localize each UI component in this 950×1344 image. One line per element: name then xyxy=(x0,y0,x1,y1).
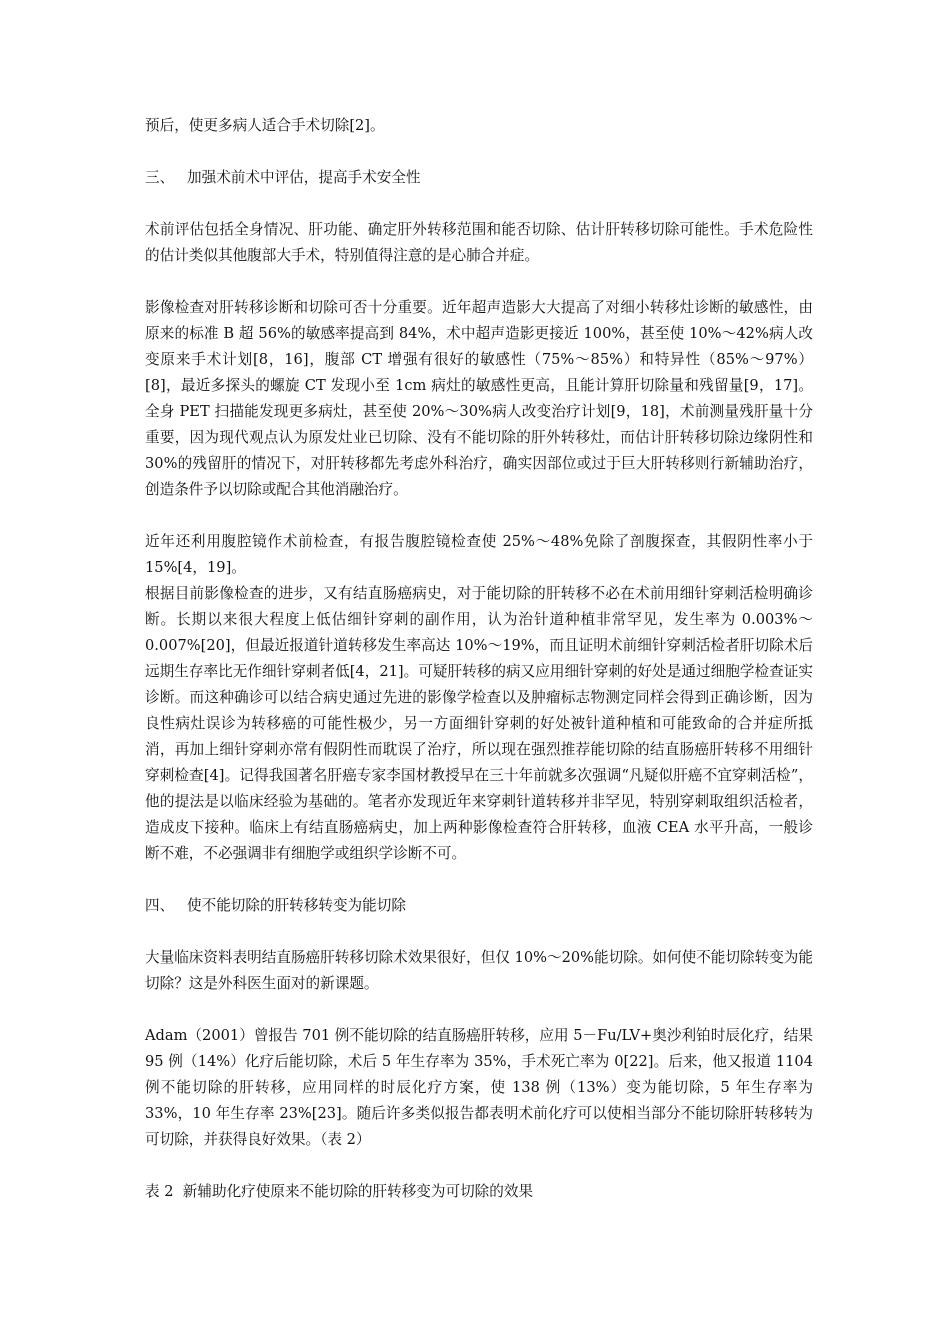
paragraph-imaging: 影像检查对肝转移诊断和切除可否十分重要。近年超声造影大大提高了对细小转移灶诊断的敏感性，由原来的标准 B 超 56%的敏感率提高到 84%，术中超声造影更接近 100%，甚至使 10%～42%病人改变原来手术计划[8，16]，腹部 CT 增强有很好的敏感性（75%～85%）和特异性（85%～97%）[8]，最近多探头的螺旋 CT 发现小至 1cm 病灶的敏感性更高，且能计算肝切除量和残留量[9，17]。全身 PET 扫描能发现更多病灶，甚至使 20%～30%病人改变治疗计划[9，18]，术前测量残肝量十分重要，因为现代观点认为原发灶业已切除、没有不能切除的肝外转移灶，而估计肝转移切除边缘阴性和 30%的残留肝的情况下，对肝转移都先考虑外科治疗，确实因部位或过于巨大肝转移则行新辅助治疗，创造条件予以切除或配合其他消融治疗。 xyxy=(145,299,818,498)
spacer xyxy=(145,503,813,529)
section-title: 使不能切除的肝转移转变为能切除 xyxy=(187,897,406,914)
document-page xyxy=(145,113,818,1205)
paragraph-needle-biopsy: 根据目前影像检查的进步，又有结直肠癌病史，对于能切除的肝转移不必在术前用细针穿刺活检明确诊断。长期以来很大程度上低估细针穿刺的副作用，认为治针道种植非常罕见，发生率为 0.003%～0.007%[20]，但最近报道针道转移发生率高达 10%～19%，而且证明术前细针穿刺活检者肝切除术后远期生存率比无作细针穿刺者低[4，21]。可疑肝转移的病又应用细针穿刺的好处是通过细胞学检查证实诊断。而这种确诊可以结合病史通过先进的影像学检查以及肿瘤标志物测定同样会得到正确诊断，因为良性病灶误诊为转移癌的可能性极少，另一方面细针穿刺的好处被针道种植和可能致命的合并症所抵消，再加上细针穿刺亦常有假阴性而耽误了治疗，所以现在强烈推荐能切除的结直肠癌肝转移不用细针穿刺检查[4]。记得我国著名肝癌专家李国材教授早在三十年前就多次强调“凡疑似肝癌不宜穿刺活检”，他的提法是以临床经验为基础的。笔者亦发现近年来穿刺针道转移并非罕见，特别穿刺取组织活检者，造成皮下接种。临床上有结直肠癌病史，加上两种影像检查符合肝转移，血液 CEA 水平升高，一般诊断不难，不必强调非有细胞学或组织学诊断不可。 xyxy=(145,585,813,862)
spacer xyxy=(145,139,813,165)
section-number: 四、 xyxy=(145,897,175,914)
spacer xyxy=(145,269,813,295)
paragraph-adam-report: Adam（2001）曾报告 701 例不能切除的结直肠癌肝转移，应用 5－Fu/LV+奥沙利铂时辰化疗，结果 95 例（14%）化疗后能切除，术后 5 年生存率为 35%，手术死亡率为 0[22]。后来，他又报道 1104 例不能切除的肝转移，应用同样的时辰化疗方案，使 138 例（13%）变为能切除，5 年生存率为 33%，10 年生存率 23%[23]。随后许多类似报告都表明术前化疗可以使相当部分不能切除肝转移转为可切除，并获得良好效果。（表 2） xyxy=(145,1027,818,1148)
spacer xyxy=(145,191,813,217)
spacer xyxy=(145,1153,813,1179)
table-caption: 表 2 新辅助化疗使原来不能切除的肝转移变为可切除的效果 xyxy=(145,1183,534,1200)
paragraph-preop-assessment: 术前评估包括全身情况、肝功能、确定肝外转移范围和能否切除、估计肝转移切除可能性。手术危险性的估计类似其他腹部大手术，特别值得注意的是心肺合并症。 xyxy=(145,221,813,264)
spacer xyxy=(145,919,813,945)
spacer xyxy=(145,867,813,893)
paragraph-prognosis: 预后，使更多病人适合手术切除[2]。 xyxy=(145,117,385,134)
paragraph-clinical-data: 大量临床资料表明结直肠癌肝转移切除术效果很好，但仅 10%～20%能切除。如何使不能切除转变为能切除？这是外科医生面对的新课题。 xyxy=(145,949,813,992)
paragraph-laparoscopy: 近年还利用腹腔镜作术前检查，有报告腹腔镜检查使 25%～48%免除了剖腹探查，其假阴性率小于 15%[4，19]。 xyxy=(145,533,818,576)
spacer xyxy=(145,997,813,1023)
section-title: 加强术前术中评估，提高手术安全性 xyxy=(187,169,421,186)
section-heading-4 xyxy=(145,893,813,919)
section-number: 三、 xyxy=(145,169,175,186)
section-heading-3 xyxy=(145,165,813,191)
